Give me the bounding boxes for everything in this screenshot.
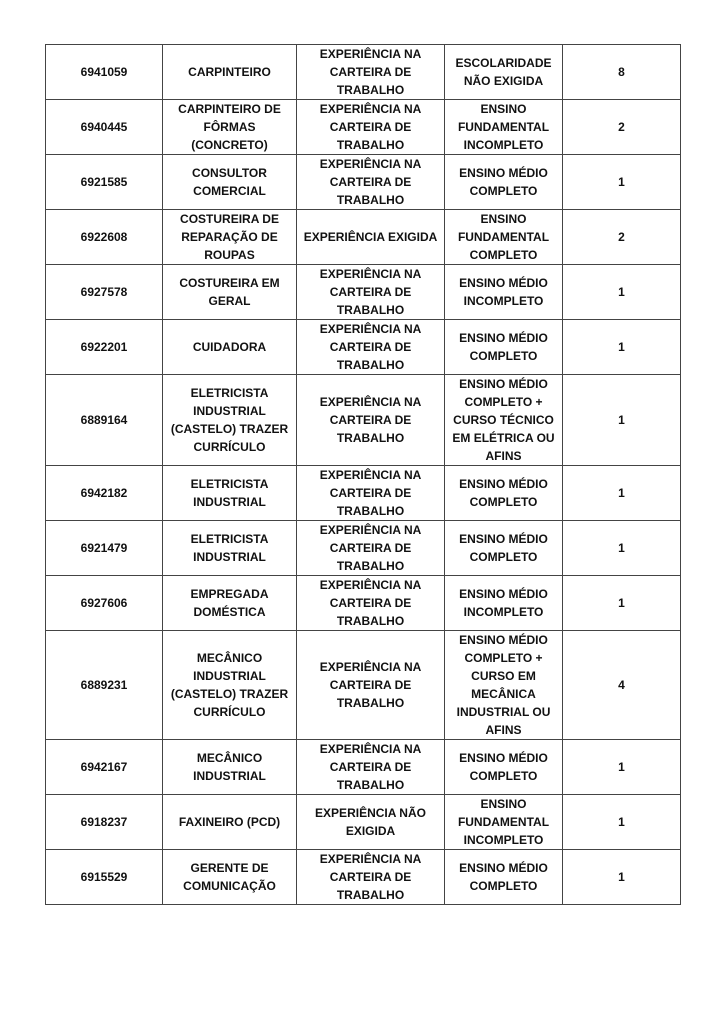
vacancy-code-cell: 6921479 xyxy=(46,521,163,576)
experience-cell: EXPERIÊNCIA NA CARTEIRA DE TRABALHO xyxy=(297,850,445,905)
vacancies-count-cell: 1 xyxy=(563,850,681,905)
experience-cell: EXPERIÊNCIA NA CARTEIRA DE TRABALHO xyxy=(297,265,445,320)
experience-cell: EXPERIÊNCIA NA CARTEIRA DE TRABALHO xyxy=(297,631,445,740)
vacancy-code-cell: 6921585 xyxy=(46,155,163,210)
vacancy-code-cell: 6889231 xyxy=(46,631,163,740)
job-title-cell: COSTUREIRA EM GERAL xyxy=(163,265,297,320)
education-cell: ENSINO MÉDIO COMPLETO + CURSO EM MECÂNICA INDUSTRIAL OU AFINS xyxy=(445,631,563,740)
job-title-cell: CUIDADORA xyxy=(163,320,297,375)
experience-cell: EXPERIÊNCIA NA CARTEIRA DE TRABALHO xyxy=(297,320,445,375)
vacancies-count-cell: 1 xyxy=(563,155,681,210)
experience-cell: EXPERIÊNCIA NA CARTEIRA DE TRABALHO xyxy=(297,375,445,466)
table-row xyxy=(46,466,681,521)
table-row xyxy=(46,100,681,155)
education-cell: ENSINO MÉDIO COMPLETO xyxy=(445,320,563,375)
education-cell: ENSINO MÉDIO COMPLETO + CURSO TÉCNICO EM ELÉTRICA OU AFINS xyxy=(445,375,563,466)
vacancy-code-cell: 6922201 xyxy=(46,320,163,375)
education-cell: ENSINO FUNDAMENTAL INCOMPLETO xyxy=(445,100,563,155)
table-row xyxy=(46,210,681,265)
table-row xyxy=(46,155,681,210)
vacancies-count-cell: 1 xyxy=(563,795,681,850)
table-row xyxy=(46,631,681,740)
job-title-cell: CARPINTEIRO DE FÔRMAS (CONCRETO) xyxy=(163,100,297,155)
education-cell: ENSINO FUNDAMENTAL INCOMPLETO xyxy=(445,795,563,850)
vacancy-code-cell: 6889164 xyxy=(46,375,163,466)
table-row xyxy=(46,576,681,631)
education-cell: ENSINO MÉDIO COMPLETO xyxy=(445,155,563,210)
education-cell: ENSINO MÉDIO COMPLETO xyxy=(445,466,563,521)
job-title-cell: GERENTE DE COMUNICAÇÃO xyxy=(163,850,297,905)
job-title-cell: COSTUREIRA DE REPARAÇÃO DE ROUPAS xyxy=(163,210,297,265)
experience-cell: EXPERIÊNCIA NA CARTEIRA DE TRABALHO xyxy=(297,740,445,795)
vacancy-code-cell: 6940445 xyxy=(46,100,163,155)
education-cell: ENSINO MÉDIO COMPLETO xyxy=(445,850,563,905)
vacancies-count-cell: 2 xyxy=(563,100,681,155)
vacancy-code-cell: 6927578 xyxy=(46,265,163,320)
vacancy-code-cell: 6927606 xyxy=(46,576,163,631)
education-cell: ESCOLARIDADE NÃO EXIGIDA xyxy=(445,45,563,100)
vacancy-code-cell: 6942167 xyxy=(46,740,163,795)
experience-cell: EXPERIÊNCIA NA CARTEIRA DE TRABALHO xyxy=(297,576,445,631)
education-cell: ENSINO MÉDIO INCOMPLETO xyxy=(445,265,563,320)
job-title-cell: ELETRICISTA INDUSTRIAL (CASTELO) TRAZER CURRÍCULO xyxy=(163,375,297,466)
experience-cell: EXPERIÊNCIA NA CARTEIRA DE TRABALHO xyxy=(297,100,445,155)
vacancies-count-cell: 1 xyxy=(563,521,681,576)
vacancies-count-cell: 1 xyxy=(563,265,681,320)
vacancy-code-cell: 6942182 xyxy=(46,466,163,521)
job-title-cell: FAXINEIRO (PCD) xyxy=(163,795,297,850)
vacancies-count-cell: 1 xyxy=(563,375,681,466)
job-vacancies-table xyxy=(45,44,681,905)
vacancy-code-cell: 6922608 xyxy=(46,210,163,265)
table-row xyxy=(46,375,681,466)
experience-cell: EXPERIÊNCIA EXIGIDA xyxy=(297,210,445,265)
table-row xyxy=(46,740,681,795)
vacancies-count-cell: 1 xyxy=(563,466,681,521)
vacancies-count-cell: 1 xyxy=(563,320,681,375)
experience-cell: EXPERIÊNCIA NA CARTEIRA DE TRABALHO xyxy=(297,521,445,576)
job-title-cell: ELETRICISTA INDUSTRIAL xyxy=(163,521,297,576)
education-cell: ENSINO MÉDIO COMPLETO xyxy=(445,521,563,576)
education-cell: ENSINO FUNDAMENTAL COMPLETO xyxy=(445,210,563,265)
vacancies-count-cell: 1 xyxy=(563,740,681,795)
vacancy-code-cell: 6941059 xyxy=(46,45,163,100)
experience-cell: EXPERIÊNCIA NA CARTEIRA DE TRABALHO xyxy=(297,466,445,521)
vacancies-count-cell: 8 xyxy=(563,45,681,100)
table-row xyxy=(46,320,681,375)
table-row xyxy=(46,850,681,905)
table-row xyxy=(46,265,681,320)
vacancy-code-cell: 6915529 xyxy=(46,850,163,905)
vacancies-count-cell: 2 xyxy=(563,210,681,265)
table-row xyxy=(46,45,681,100)
vacancies-count-cell: 4 xyxy=(563,631,681,740)
vacancy-code-cell: 6918237 xyxy=(46,795,163,850)
vacancies-count-cell: 1 xyxy=(563,576,681,631)
job-title-cell: CARPINTEIRO xyxy=(163,45,297,100)
experience-cell: EXPERIÊNCIA NÃO EXIGIDA xyxy=(297,795,445,850)
job-title-cell: MECÂNICO INDUSTRIAL (CASTELO) TRAZER CURRÍCULO xyxy=(163,631,297,740)
job-title-cell: ELETRICISTA INDUSTRIAL xyxy=(163,466,297,521)
experience-cell: EXPERIÊNCIA NA CARTEIRA DE TRABALHO xyxy=(297,45,445,100)
job-title-cell: CONSULTOR COMERCIAL xyxy=(163,155,297,210)
table-row xyxy=(46,521,681,576)
job-title-cell: EMPREGADA DOMÉSTICA xyxy=(163,576,297,631)
education-cell: ENSINO MÉDIO COMPLETO xyxy=(445,740,563,795)
job-title-cell: MECÂNICO INDUSTRIAL xyxy=(163,740,297,795)
experience-cell: EXPERIÊNCIA NA CARTEIRA DE TRABALHO xyxy=(297,155,445,210)
table-row xyxy=(46,795,681,850)
education-cell: ENSINO MÉDIO INCOMPLETO xyxy=(445,576,563,631)
